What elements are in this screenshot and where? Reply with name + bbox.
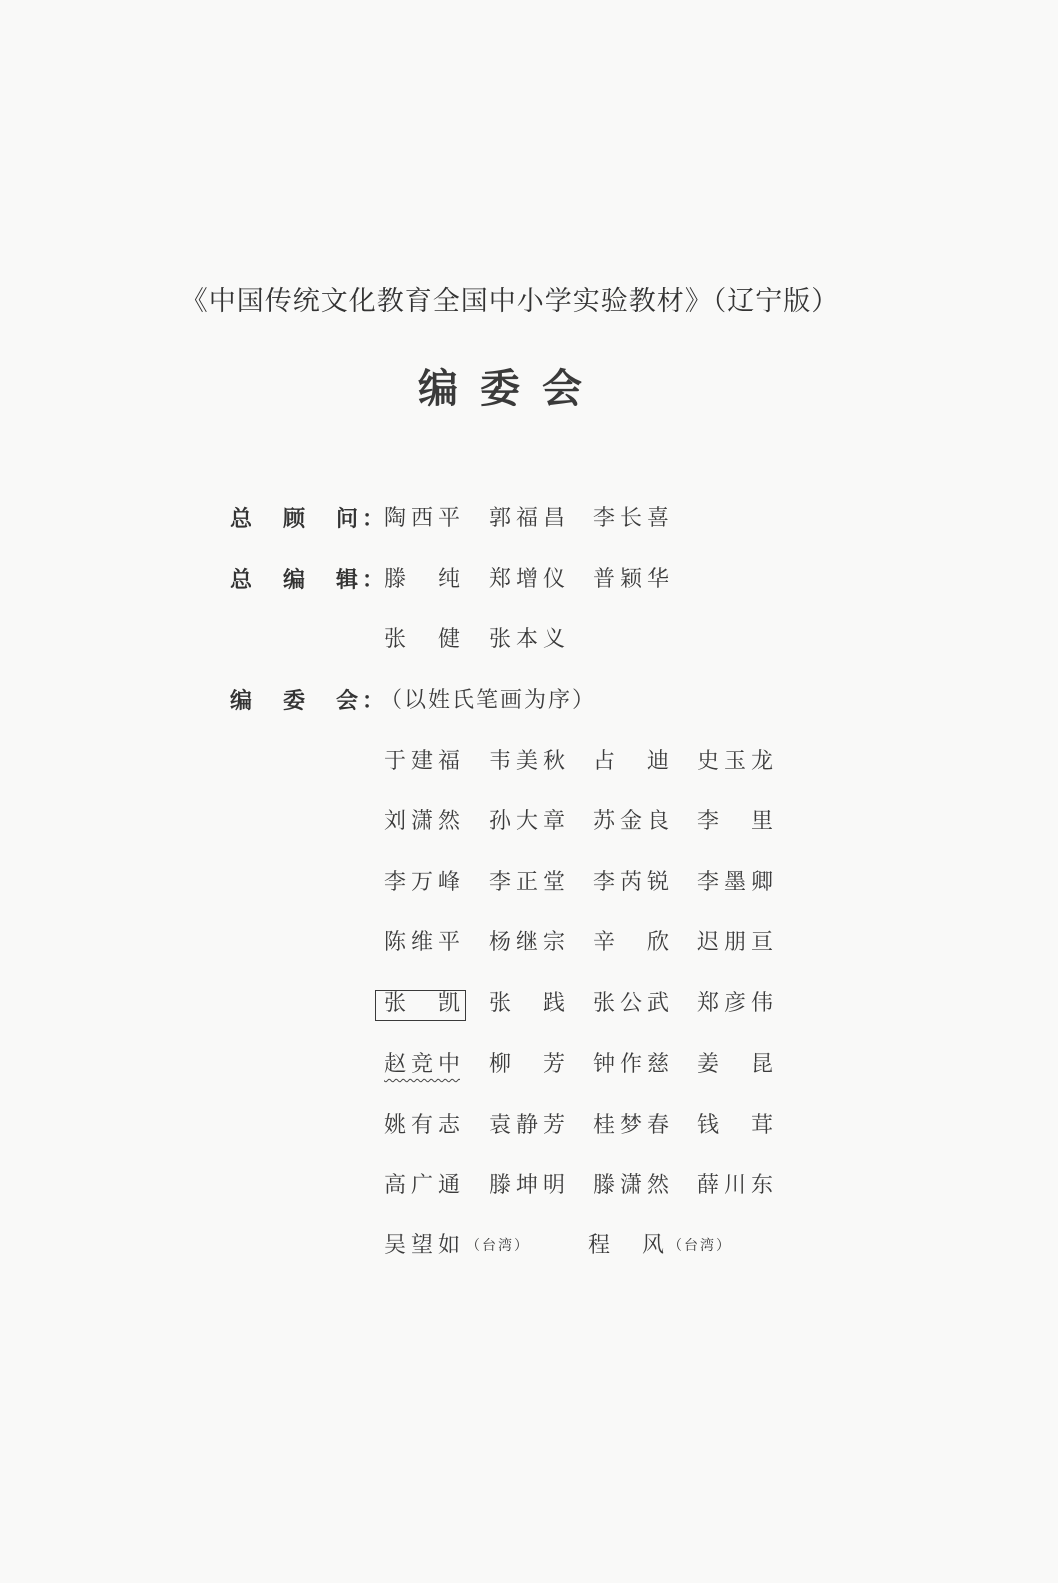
chief-editors-row-2 (0, 625, 1058, 655)
committee-member-name: 滕潇然 (593, 1173, 669, 1198)
advisor-name: 郭福昌 (489, 506, 565, 531)
committee-members-row (0, 1050, 1058, 1080)
committee-member-name: 张 践 (489, 991, 565, 1016)
ordering-note: （以姓氏笔画为序） (380, 688, 597, 713)
committee-header-row (0, 686, 1058, 716)
committee-member-name: 史玉龙 (697, 749, 773, 774)
label-colon: ： (362, 567, 385, 593)
committee-member-name: 迟朋亘 (697, 930, 773, 955)
committee-members-row (0, 1171, 1058, 1201)
page-heading: 编委会 (418, 365, 604, 412)
committee-member-name: 辛 欣 (593, 930, 669, 955)
region-note: （台湾） (466, 1238, 530, 1254)
chief-editors-row (0, 565, 1058, 595)
committee-members-row (0, 807, 1058, 837)
committee-member-name: 钱 茸 (697, 1113, 773, 1138)
committee-member-name: 郑彦伟 (697, 991, 773, 1016)
committee-member-name: 占 迪 (593, 749, 669, 774)
committee-member-name: 袁静芳 (489, 1113, 565, 1138)
region-note: （台湾） (668, 1238, 732, 1254)
chief-editor-name: 张 健 (384, 627, 460, 652)
committee-member-name: 滕坤明 (489, 1173, 565, 1198)
committee-member-name: 桂梦春 (593, 1113, 669, 1138)
chief-editor-name: 滕 纯 (384, 567, 460, 592)
committee-member-name: 柳 芳 (489, 1052, 565, 1077)
committee-member-name: 李万峰 (384, 870, 460, 895)
label-colon: ： (362, 688, 385, 714)
committee-members-row (0, 747, 1058, 777)
committee-member-name: 李芮锐 (593, 870, 669, 895)
committee-member-name: 孙大章 (489, 809, 565, 834)
committee-member-name-wavy-underlined: 赵竞中 (384, 1052, 460, 1077)
chief-editor-name: 郑增仪 (489, 567, 565, 592)
committee-members-row (0, 1111, 1058, 1141)
committee-member-name: 刘潇然 (384, 809, 460, 834)
committee-member-name: 李 里 (697, 809, 773, 834)
committee-member-name: 吴望如 (384, 1233, 460, 1258)
advisors-row (0, 504, 1058, 534)
advisor-name: 陶西平 (384, 506, 460, 531)
advisors-label: 总 顾 问 (230, 506, 358, 532)
committee-member-name: 程 风 (588, 1233, 664, 1258)
committee-member-name: 高广通 (384, 1173, 460, 1198)
committee-member-name: 薛川东 (697, 1173, 773, 1198)
advisor-name: 李长喜 (593, 506, 669, 531)
committee-member-name: 陈维平 (384, 930, 460, 955)
committee-member-name: 姜 昆 (697, 1052, 773, 1077)
committee-member-name: 于建福 (384, 749, 460, 774)
committee-member-name: 杨继宗 (489, 930, 565, 955)
committee-members-row (0, 928, 1058, 958)
chief-editors-label: 总 编 辑 (230, 567, 358, 593)
label-colon: ： (362, 506, 385, 532)
committee-member-name-boxed: 张 凯 (384, 991, 460, 1016)
committee-member-name: 姚有志 (384, 1113, 460, 1138)
chief-editor-name: 普颖华 (593, 567, 669, 592)
committee-member-name: 李墨卿 (697, 870, 773, 895)
committee-member-name: 张公武 (593, 991, 669, 1016)
committee-member-name: 李正堂 (489, 870, 565, 895)
book-series-title: 《中国传统文化教育全国中小学实验教材》（辽宁版） (180, 286, 840, 317)
committee-label: 编 委 会 (230, 688, 358, 714)
chief-editor-name: 张本义 (489, 627, 565, 652)
committee-member-name: 钟作慈 (593, 1052, 669, 1077)
committee-member-name: 苏金良 (593, 809, 669, 834)
committee-members-row-taiwan (0, 1231, 1058, 1261)
committee-members-row (0, 989, 1058, 1019)
committee-members-row (0, 868, 1058, 898)
committee-member-name: 韦美秋 (489, 749, 565, 774)
